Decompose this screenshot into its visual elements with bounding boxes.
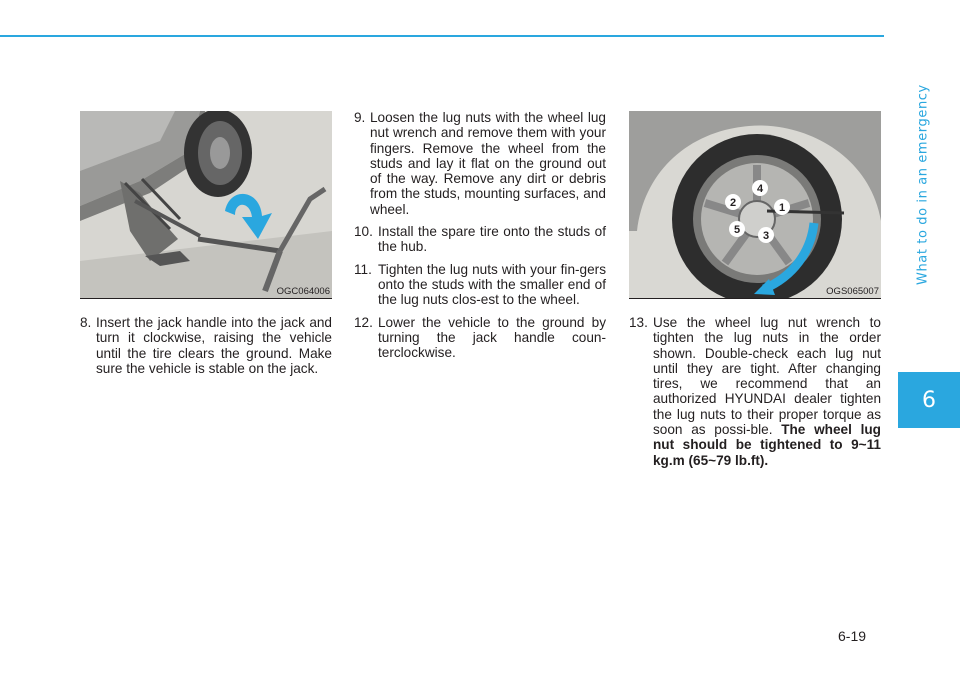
chapter-number: 6 [898, 372, 960, 428]
figure-code-right: OGS065007 [826, 286, 879, 297]
step-number: 9. [354, 110, 366, 125]
column-left [80, 315, 332, 383]
step-number: 10. [354, 224, 373, 240]
torque-spec: The wheel lug nut should be tightened to 9~11 kg.m (65~79 lb.ft). [653, 422, 881, 468]
step-text: Loosen the lug nuts with the wheel lug nut wrench and remove them with your fingers. Remove the wheel from the studs and lay it flat on the ground out of the way. Remove any dirt or debris from the studs, mounting surfaces, and wheel. [370, 110, 606, 217]
step-12 [354, 315, 606, 361]
lug-number-2: 2 [729, 197, 737, 209]
step-number: 13. [629, 315, 648, 330]
step-10 [354, 224, 606, 255]
figure-rule-left [80, 298, 332, 299]
section-title: What to do in an emergency [915, 84, 931, 286]
lug-number-5: 5 [733, 224, 741, 236]
wheel-illustration [629, 111, 881, 298]
step-13 [629, 315, 881, 468]
step-number: 11. [354, 261, 372, 277]
page-number: 6-19 [838, 628, 867, 644]
lug-number-3: 3 [762, 230, 770, 242]
step-number: 8. [80, 315, 92, 330]
step-text: Insert the jack handle into the jack and turn it clockwise, raising the vehicle until the tire clears the ground. Make sure the vehicle is stable on the jack. [96, 315, 332, 376]
column-right [629, 315, 881, 475]
figure-rule-right [629, 298, 881, 299]
jack-drawing [80, 111, 332, 298]
column-middle [354, 110, 606, 367]
step-11 [354, 262, 606, 308]
step-8 [80, 315, 332, 376]
figure-code-left: OGC064006 [276, 286, 330, 297]
step-text: Install the spare tire onto the studs of the hub. [378, 224, 606, 255]
step-text: Use the wheel lug nut wrench to tighten the lug nuts in the order shown. Double-check each lug nut until they are tight. After changing tires, we recommend that an authorized HYUNDAI dealer tighten the lug nuts to their proper torque as soon as possi-ble. [653, 315, 881, 438]
step-number: 12. [354, 314, 373, 330]
step-9 [354, 110, 606, 217]
step-text: Lower the vehicle to the ground by turning the jack handle coun-terclockwise. [378, 314, 606, 361]
step-text: Tighten the lug nuts with your fin-gers onto the studs with the smaller end of the lug nuts clos-est to the wheel. [378, 261, 606, 308]
lug-number-4: 4 [756, 183, 764, 195]
header-rule [0, 35, 884, 37]
lug-number-1: 1 [778, 202, 786, 214]
wheel-drawing [629, 111, 881, 298]
jack-illustration [80, 111, 332, 298]
